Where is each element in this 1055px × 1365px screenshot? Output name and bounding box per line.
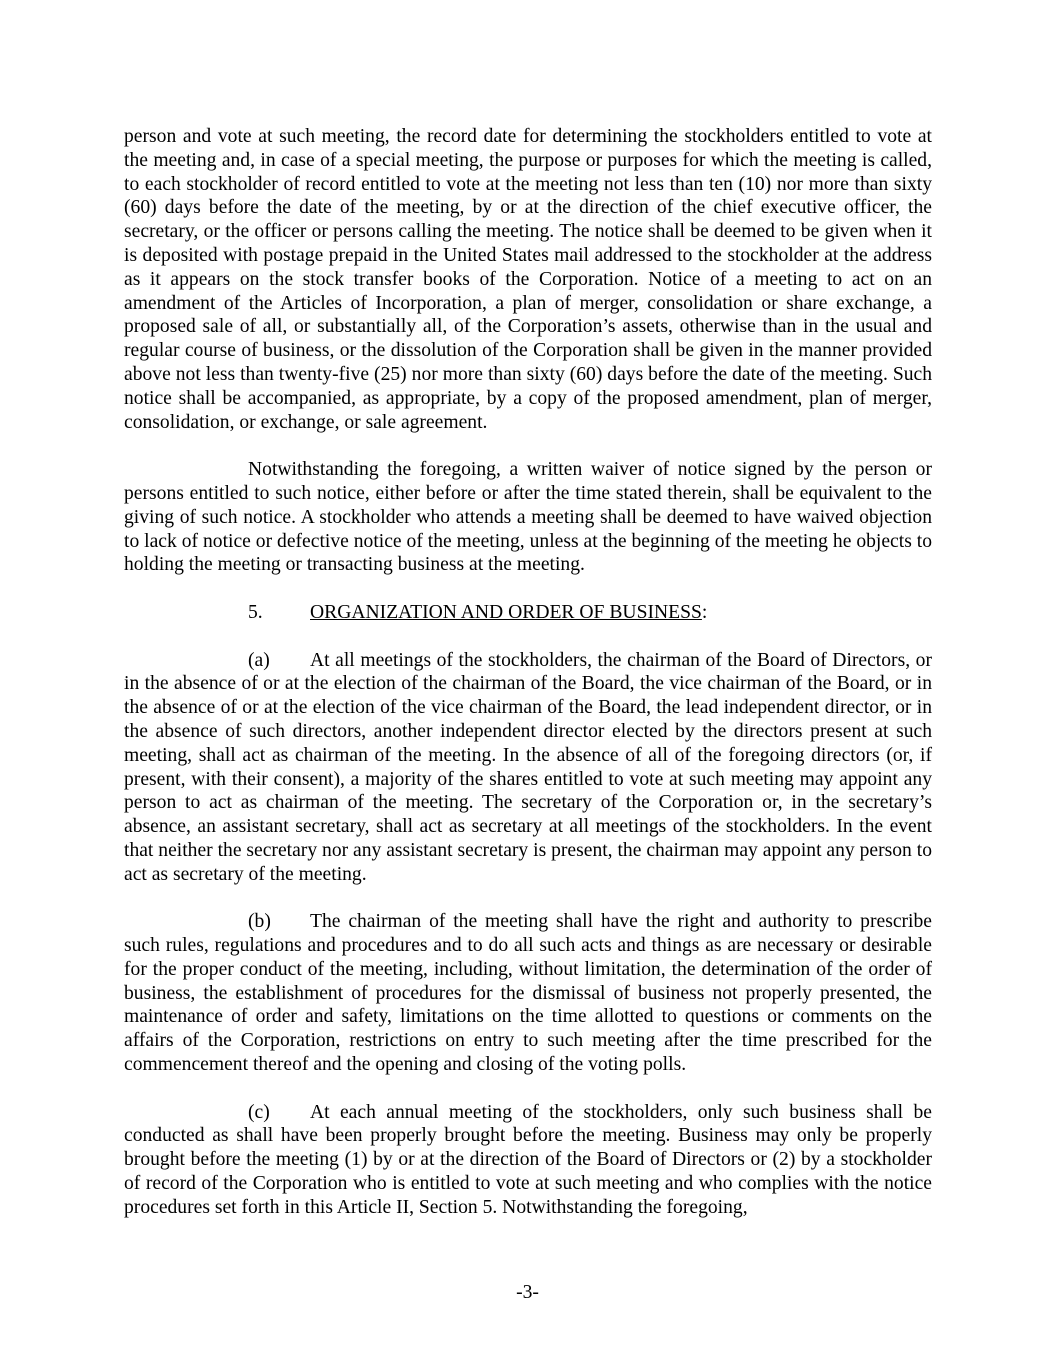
document-body bbox=[124, 125, 932, 1243]
section-number: 5. bbox=[248, 601, 263, 623]
subsection-text: At each annual meeting of the stockholders, only such business shall be conducted as shall have been properly brought before the meeting. Business may only be properly brought before the meeting (1) by or at the direction of the Board of Directors or (2) by a stockholder of record of the Corporation who is entitled to vote at such meeting and who complies with the notice procedures set forth in this Article II, Section 5. Notwithstanding the foregoing, bbox=[124, 1101, 932, 1218]
subsection-label: (a) bbox=[248, 649, 270, 671]
section-title: ORGANIZATION AND ORDER OF BUSINESS bbox=[310, 601, 702, 623]
section-title-colon: : bbox=[701, 601, 708, 623]
subsection-text: The chairman of the meeting shall have the right and authority to prescribe such rules, regulations and procedures and to do all such acts and things as are necessary or desirable for the proper conduct of the meeting, including, without limitation, the determination of the order of business, the establishment of procedures for the dismissal of business not properly presented, the maintenance of order and safety, limitations on the time allotted to questions or comments on the affairs of the Corporation, restrictions on entry to such meeting after the time prescribed for the commencement thereof and the opening and closing of the voting polls. bbox=[124, 911, 932, 1076]
paragraph-notice-waiver: Notwithstanding the foregoing, a written waiver of notice signed by the person or persons entitled to such notice, either before or after the time stated therein, shall be equivalent to the giving of such notice. A stockholder who attends a meeting shall be deemed to have waived objection to lack of notice or defective notice of the meeting, unless at the beginning of the meeting he objects to holding the meeting or transacting business at the meeting. bbox=[124, 459, 932, 576]
subsection-label: (b) bbox=[248, 911, 271, 933]
subsection-a bbox=[124, 649, 932, 887]
subsection-text: At all meetings of the stockholders, the chairman of the Board of Directors, or in the absence of or at the election of the chairman of the Board, the vice chairman of the Board, or in the absence of or at the election of the vice chairman of the Board, the lead independent director, or in the absence of such directors, another independent director elected by the directors present at such meeting, shall act as chairman of the meeting. In the absence of all of the foregoing directors (or, if present, with their consent), a majority of the shares entitled to vote at such meeting may appoint any person to act as chairman of the meeting. The secretary of the Corporation or, in the secretary’s absence, an assistant secretary, shall act as secretary at all meetings of the stockholders. In the event that neither the secretary nor any assistant secretary is present, the chairman may appoint any person to act as secretary of the meeting. bbox=[124, 649, 932, 885]
section-heading bbox=[124, 601, 932, 625]
paragraph-notice-continued: person and vote at such meeting, the record date for determining the stockholders entitled to vote at the meeting and, in case of a special meeting, the purpose or purposes for which the meeting is called, to each stockholder of record entitled to vote at the meeting not less than ten (10) nor more than sixty (60) days before the date of the meeting, by or at the direction of the chief executive officer, the secretary, or the officer or persons calling the meeting. The notice shall be deemed to be given when it is deposited with postage prepaid in the United States mail addressed to the stockholder at the address as it appears on the stock transfer books of the Corporation. Notice of a meeting to act on an amendment of the Articles of Incorporation, a plan of merger, consolidation or share exchange, a proposed sale of all, or substantially all, of the Corporation’s assets, otherwise than in the usual and regular course of business, or the dissolution of the Corporation shall be given in the manner provided above not less than twenty-five (25) nor more than sixty (60) days before the date of the meeting. Such notice shall be accompanied, as appropriate, by a copy of the proposed amendment, plan of merger, consolidation, or exchange, or sale agreement. bbox=[124, 126, 932, 433]
subsection-label: (c) bbox=[248, 1101, 270, 1123]
page-number: -3- bbox=[516, 1282, 539, 1303]
subsection-c bbox=[124, 1101, 932, 1220]
subsection-b bbox=[124, 910, 932, 1077]
